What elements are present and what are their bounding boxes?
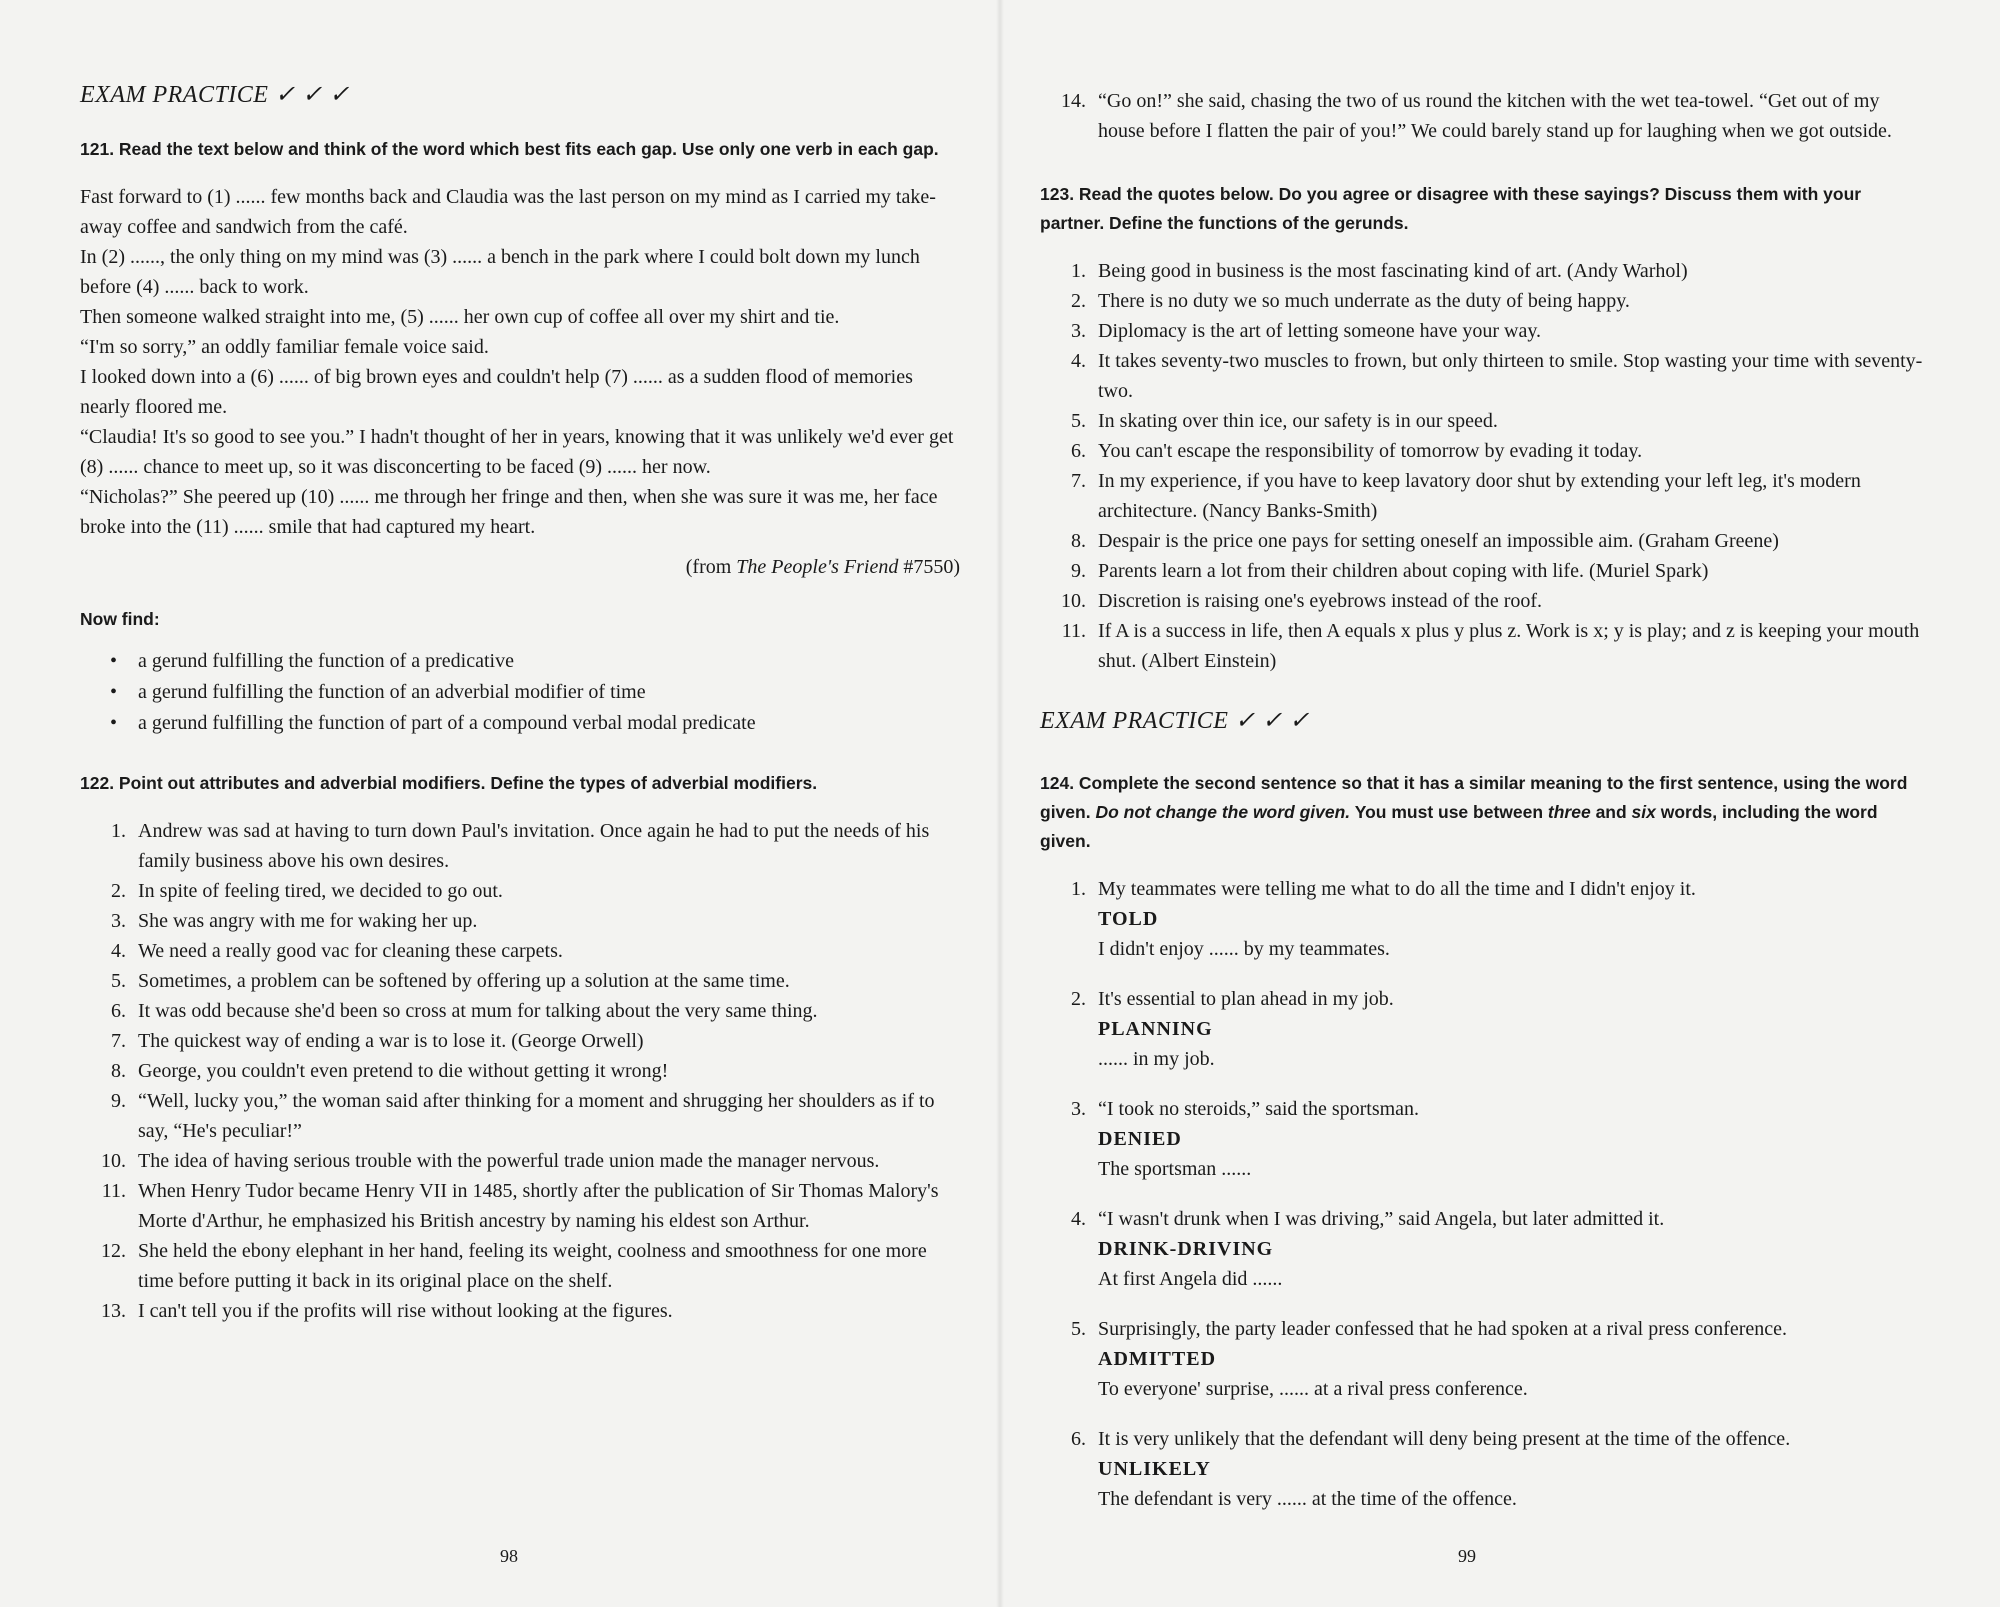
item-answer: The sportsman ...... [1098, 1158, 1252, 1180]
item-number: 14. [1061, 90, 1086, 112]
ex122-list [80, 816, 960, 1326]
item-number: 1. [1071, 260, 1086, 282]
list-item [80, 1086, 960, 1146]
ex123-instruction: 123. Read the quotes below. Do you agree or disagree with these sayings? Discuss them with your partner. Define the functions of the gerunds. [1040, 184, 1862, 233]
item-text: “Well, lucky you,” the woman said after thinking for a moment and shrugging her shoulders as if to say, “He's peculiar!” [138, 1090, 935, 1142]
list-item [80, 1296, 960, 1326]
instr-part-italic: six [1631, 802, 1656, 822]
instr-part: words, including the word given. [1040, 802, 1878, 851]
list-item [80, 1176, 960, 1236]
item-text: I can't tell you if the profits will rise without looking at the figures. [138, 1300, 673, 1322]
item-text: In spite of feeling tired, we decided to go out. [138, 880, 503, 902]
list-item [80, 906, 960, 936]
item-sentence: “I took no steroids,” said the sportsman. [1098, 1098, 1420, 1120]
item-answer: I didn't enjoy ...... by my teammates. [1098, 938, 1390, 960]
item-text: Parents learn a lot from their children about coping with life. (Muriel Spark) [1098, 560, 1709, 582]
list-item [1040, 406, 1930, 436]
item-text: George, you couldn't even pretend to die without getting it wrong! [138, 1060, 669, 1082]
instr-part: 124. Complete the second sentence so that it has a similar meaning to the first sentence, using the word given. [1040, 773, 1908, 822]
item-text: Sometimes, a problem can be softened by offering up a solution at the same time. [138, 970, 790, 992]
instr-part-italic: three [1547, 802, 1591, 822]
list-item [1040, 256, 1930, 286]
item-keyword: UNLIKELY [1098, 1458, 1211, 1480]
list-item [1040, 346, 1930, 406]
passage-paragraph: Fast forward to (1) ...... few months back and Claudia was the last person on my mind as I carried my take-away coffee and sandwich from the café. [80, 186, 936, 238]
item-text: You can't escape the responsibility of tomorrow by evading it today. [1098, 440, 1643, 462]
item-text: Diplomacy is the art of letting someone have your way. [1098, 320, 1542, 342]
item-text: There is no duty we so much underrate as the duty of being happy. [1098, 290, 1630, 312]
item-number: 10. [101, 1150, 126, 1172]
page-number: 98 [500, 1546, 518, 1566]
list-item [80, 1056, 960, 1086]
right-page [1000, 0, 2000, 1607]
item-text: It takes seventy-two muscles to frown, but only thirteen to smile. Stop wasting your time with seventy-two. [1098, 350, 1923, 402]
ex124-list [1040, 874, 1930, 1514]
find-list [80, 646, 960, 739]
item-number: 9. [1071, 560, 1086, 582]
ex122-instruction: 122. Point out attributes and adverbial modifiers. Define the types of adverbial modifiers. [80, 773, 818, 793]
passage-paragraph: Then someone walked straight into me, (5) ...... her own cup of coffee all over my shirt and tie. [80, 306, 840, 328]
item-number: 3. [1071, 320, 1086, 342]
item-text: In my experience, if you have to keep lavatory door shut by extending your left leg, it's modern architecture. (Nancy Banks-Smith) [1098, 470, 1861, 522]
list-item [80, 966, 960, 996]
list-item [1040, 316, 1930, 346]
list-item [80, 1236, 960, 1296]
item-text: Despair is the price one pays for setting oneself an impossible aim. (Graham Greene) [1098, 530, 1779, 552]
item-number: 7. [1071, 470, 1086, 492]
exam-practice-heading: EXAM PRACTICE ✓ ✓ ✓ [80, 82, 350, 108]
item-text: She held the ebony elephant in her hand, feeling its weight, coolness and smoothness for one more time before putting it back in its original place on the shelf. [138, 1240, 927, 1292]
ex121-instruction: 121. Read the text below and think of the word which best fits each gap. Use only one verb in each gap. [80, 139, 939, 159]
passage-paragraph: “Nicholas?” She peered up (10) ...... me through her fringe and then, when she was sure it was me, her face broke into the (11) ...... smile that had captured my heart. [80, 486, 938, 538]
instr-part: You must use between [1350, 802, 1548, 822]
item-number: 6. [1071, 440, 1086, 462]
item-number: 2. [111, 880, 126, 902]
item-text: When Henry Tudor became Henry VII in 1485, shortly after the publication of Sir Thomas Malory's Morte d'Arthur, he emphasized his British ancestry by naming his eldest son Arthur. [138, 1180, 939, 1232]
list-item [1040, 1094, 1930, 1184]
item-text: Andrew was sad at having to turn down Paul's invitation. Once again he had to put the needs of his family business above his own desires. [138, 820, 930, 872]
list-item [1040, 466, 1930, 526]
exam-practice-heading: EXAM PRACTICE ✓ ✓ ✓ [1040, 708, 1310, 734]
item-sentence: “I wasn't drunk when I was driving,” said Angela, but later admitted it. [1098, 1208, 1665, 1230]
item-number: 4. [1071, 1208, 1086, 1230]
passage-paragraph: In (2) ......, the only thing on my mind was (3) ...... a bench in the park where I could bolt down my lunch before (4) ...... back to work. [80, 246, 920, 298]
find-label: Now find: [80, 609, 160, 629]
list-item [80, 1026, 960, 1056]
item-text: The idea of having serious trouble with the powerful trade union made the manager nervous. [138, 1150, 880, 1172]
item-text: Being good in business is the most fascinating kind of art. (Andy Warhol) [1098, 260, 1688, 282]
item-number: 13. [101, 1300, 126, 1322]
item-number: 2. [1071, 988, 1086, 1010]
item-answer: ...... in my job. [1098, 1048, 1215, 1070]
source-title: The People's Friend [736, 556, 899, 578]
item-number: 3. [111, 910, 126, 932]
item-number: 4. [111, 940, 126, 962]
item-number: 1. [111, 820, 126, 842]
list-item [1040, 286, 1930, 316]
item-keyword: PLANNING [1098, 1018, 1213, 1040]
item-number: 12. [101, 1240, 126, 1262]
find-item: • a gerund fulfilling the function of an adverbial modifier of time [138, 677, 960, 708]
ex123-list [1040, 256, 1930, 676]
list-item [80, 816, 960, 876]
item-number: 1. [1071, 878, 1086, 900]
item-sentence: Surprisingly, the party leader confessed that he had spoken at a rival press conference. [1098, 1318, 1788, 1340]
item-number: 8. [111, 1060, 126, 1082]
list-item [80, 996, 960, 1026]
item-text: “Go on!” she said, chasing the two of us round the kitchen with the wet tea-towel. “Get out of my house before I flatten the pair of you!” We could barely stand up for laughing when we got outside. [1098, 90, 1892, 142]
item-number: 5. [111, 970, 126, 992]
item-answer: At first Angela did ...... [1098, 1268, 1283, 1290]
item-number: 10. [1061, 590, 1086, 612]
item-number: 9. [111, 1090, 126, 1112]
item-text: If A is a success in life, then A equals x plus y plus z. Work is x; y is play; and z is keeping your mouth shut. (Albert Einstein) [1098, 620, 1920, 672]
item-sentence: My teammates were telling me what to do all the time and I didn't enjoy it. [1098, 878, 1696, 900]
item-number: 5. [1071, 410, 1086, 432]
list-item [1040, 874, 1930, 964]
list-item [1040, 1314, 1930, 1404]
item-text: In skating over thin ice, our safety is in our speed. [1098, 410, 1498, 432]
list-item [1040, 616, 1930, 676]
source-prefix: (from [685, 556, 737, 578]
item-sentence: It is very unlikely that the defendant will deny being present at the time of the offence. [1098, 1428, 1791, 1450]
ex124-instruction [1040, 769, 1930, 856]
source-suffix: #7550) [898, 556, 960, 578]
item-number: 7. [111, 1030, 126, 1052]
list-item [1040, 984, 1930, 1074]
item-number: 2. [1071, 290, 1086, 312]
list-item [1040, 86, 1930, 146]
item-text: The quickest way of ending a war is to lose it. (George Orwell) [138, 1030, 644, 1052]
item-number: 8. [1071, 530, 1086, 552]
item-text: Discretion is raising one's eyebrows instead of the roof. [1098, 590, 1543, 612]
list-item [1040, 556, 1930, 586]
passage-paragraph: “I'm so sorry,” an oddly familiar female voice said. [80, 336, 489, 358]
item-text: She was angry with me for waking her up. [138, 910, 478, 932]
list-item [1040, 436, 1930, 466]
list-item [80, 1146, 960, 1176]
list-item [1040, 586, 1930, 616]
item-number: 5. [1071, 1318, 1086, 1340]
item-sentence: It's essential to plan ahead in my job. [1098, 988, 1394, 1010]
passage-paragraph: “Claudia! It's so good to see you.” I hadn't thought of her in years, knowing that it was unlikely we'd ever get (8) ...... chance to meet up, so it was disconcerting to be faced (9) ...... her now. [80, 426, 954, 478]
find-item: • a gerund fulfilling the function of a predicative [138, 646, 960, 677]
item-keyword: ADMITTED [1098, 1348, 1217, 1370]
item-answer: To everyone' surprise, ...... at a rival press conference. [1098, 1378, 1528, 1400]
list-item [80, 876, 960, 906]
instr-part-italic: Do not change the word given. [1095, 802, 1351, 822]
item-number: 3. [1071, 1098, 1086, 1120]
passage-source [80, 556, 960, 579]
item-keyword: TOLD [1098, 908, 1159, 930]
item-number: 11. [1061, 620, 1086, 642]
item-text: It was odd because she'd been so cross at mum for talking about the very same thing. [138, 1000, 818, 1022]
item-number: 6. [111, 1000, 126, 1022]
item-number: 6. [1071, 1428, 1086, 1450]
list-item [80, 936, 960, 966]
item-text: We need a really good vac for cleaning these carpets. [138, 940, 563, 962]
item-number: 11. [101, 1180, 126, 1202]
list-item [1040, 1204, 1930, 1294]
list-item [1040, 526, 1930, 556]
find-item: • a gerund fulfilling the function of part of a compound verbal modal predicate [138, 708, 960, 739]
item-keyword: DENIED [1098, 1128, 1182, 1150]
list-item [1040, 1424, 1930, 1514]
ex122-list-continued [1040, 86, 1930, 146]
passage-paragraph: I looked down into a (6) ...... of big brown eyes and couldn't help (7) ...... as a sudden flood of memories nearly floored me. [80, 366, 913, 418]
instr-part: and [1590, 802, 1632, 822]
item-answer: The defendant is very ...... at the time of the offence. [1098, 1488, 1517, 1510]
ex121-passage [80, 182, 960, 542]
item-number: 4. [1071, 350, 1086, 372]
page-number: 99 [1458, 1546, 1476, 1566]
item-keyword: DRINK-DRIVING [1098, 1238, 1274, 1260]
